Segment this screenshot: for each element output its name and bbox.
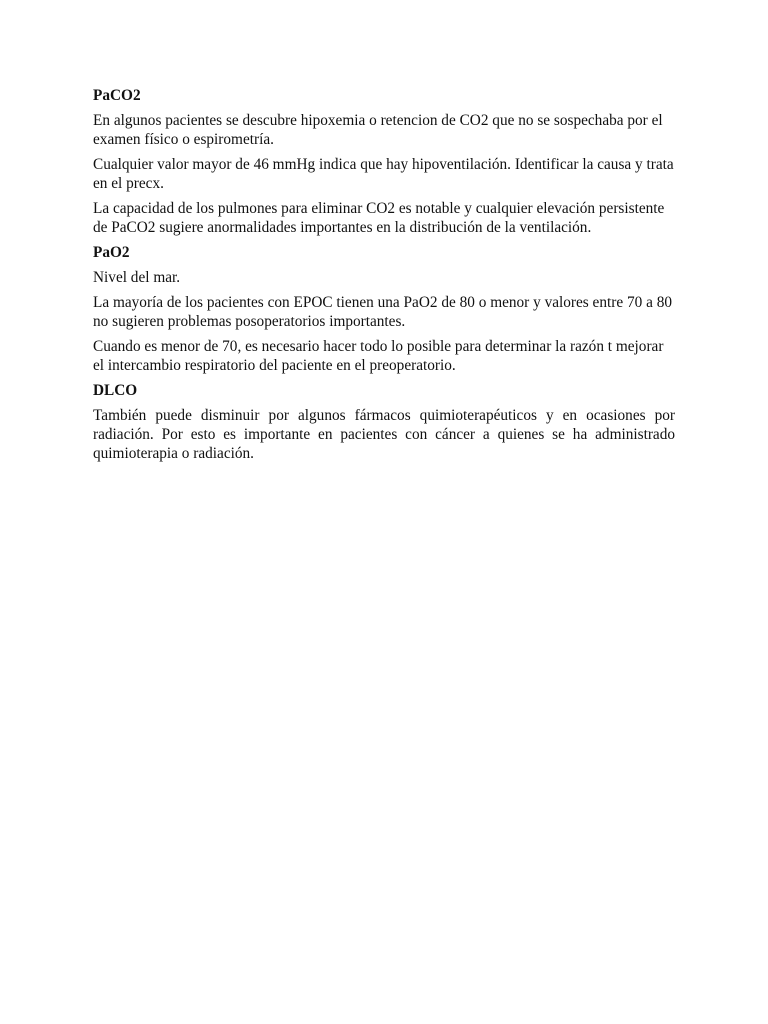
section-heading: DLCO <box>93 382 138 399</box>
paragraph: También puede disminuir por algunos fármacos quimioterapéuticos y en ocasiones por radiación. Por esto es importante en pacientes con cáncer a quienes se ha administrado quimioterapia o radiación. <box>93 407 675 462</box>
paragraph: Nivel del mar. <box>93 269 181 286</box>
section-heading: PaO2 <box>93 244 130 261</box>
paragraph: La mayoría de los pacientes con EPOC tienen una PaO2 de 80 o menor y valores entre 70 a 80 no sugieren problemas posoperatorios importantes. <box>93 294 672 330</box>
paragraph: Cualquier valor mayor de 46 mmHg indica que hay hipoventilación. Identificar la causa y trata en el precx. <box>93 156 674 192</box>
section-heading: PaCO2 <box>93 87 141 104</box>
section-paco2 <box>93 86 675 237</box>
paragraph: En algunos pacientes se descubre hipoxemia o retencion de CO2 que no se sospechaba por el examen físico o espirometría. <box>93 112 663 148</box>
section-pao2 <box>93 243 675 375</box>
section-dlco <box>93 381 675 463</box>
paragraph: Cuando es menor de 70, es necesario hacer todo lo posible para determinar la razón t mejorar el intercambio respiratorio del paciente en el preoperatorio. <box>93 338 664 374</box>
paragraph: La capacidad de los pulmones para eliminar CO2 es notable y cualquier elevación persistente de PaCO2 sugiere anormalidades importantes en la distribución de la ventilación. <box>93 200 665 236</box>
